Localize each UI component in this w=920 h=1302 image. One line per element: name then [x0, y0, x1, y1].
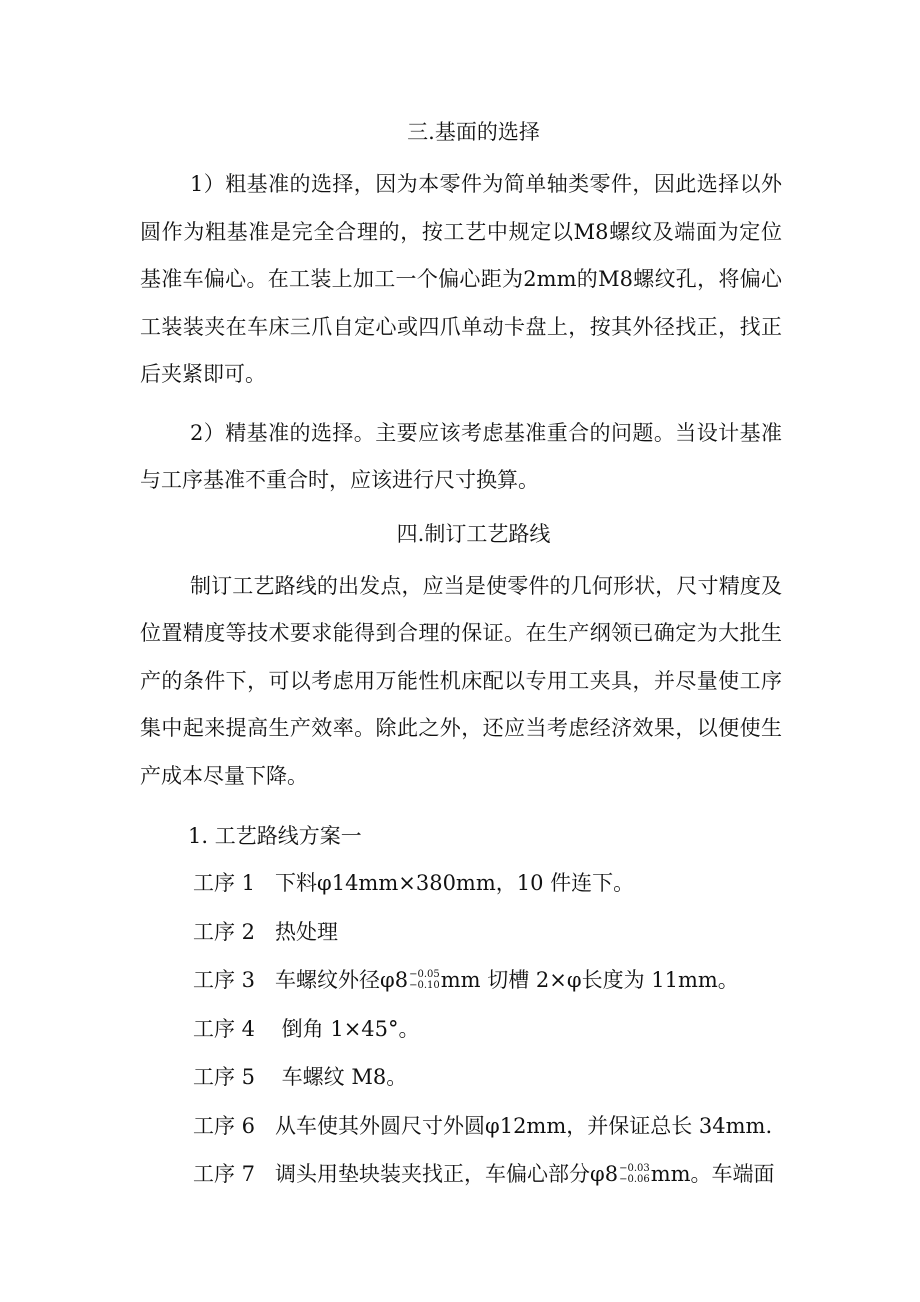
step-description — [275, 1156, 782, 1205]
step-text-before-tolerance: 调头用垫块装夹找正，车偏心部分φ8 — [275, 1162, 619, 1186]
section-4-title: 四.制订工艺路线 — [396, 521, 551, 546]
section-3-paragraph-2: 2）精基准的选择。主要应该考虑基准重合的问题。当设计基准与工序基准不重合时，应该进行尺寸换算。 — [140, 420, 782, 492]
tolerance-lower: −0.06 — [619, 1173, 650, 1185]
process-steps-list — [140, 865, 782, 1205]
process-step — [193, 1156, 782, 1205]
step-number: 工序 2 — [193, 919, 256, 944]
tolerance-upper: −0.05 — [409, 968, 440, 980]
document-content — [140, 114, 782, 1205]
process-step — [193, 914, 782, 963]
process-step — [193, 865, 782, 914]
section-3-title: 三.基面的选择 — [407, 120, 540, 144]
tolerance-stack — [409, 969, 440, 991]
step-description: 热处理 — [275, 919, 338, 944]
step-number: 工序 3 — [193, 968, 256, 992]
process-step — [193, 1059, 782, 1108]
step-description: 下料φ14mm×380mm，10 件连下。 — [275, 871, 635, 895]
process-step — [193, 1011, 782, 1060]
step-description: 倒角 1×45°。 — [275, 1016, 420, 1041]
step-number: 工序 1 — [193, 871, 256, 895]
step-number: 工序 4 — [193, 1016, 256, 1041]
step-description — [275, 962, 782, 1011]
step-number: 工序 7 — [193, 1162, 256, 1186]
process-step — [193, 1108, 782, 1157]
tolerance-lower: −0.10 — [409, 979, 440, 991]
plan-title: 1. 工艺路线方案一 — [188, 824, 362, 848]
tolerance-upper: −0.03 — [619, 1162, 650, 1174]
section-4-paragraph-1: 制订工艺路线的出发点，应当是使零件的几何形状，尺寸精度及位置精度等技术要求能得到合理的保证。在生产纲领已确定为大批生产的条件下，可以考虑用万能性机床配以专用工夹具，并尽量使工序集中起来提高生产效率。除此之外，还应当考虑经济效果，以便使生产成本尽量下降。 — [140, 573, 782, 788]
step-text-after-tolerance: mm。车端面 — [650, 1162, 775, 1186]
section-3-paragraph-1: 1）粗基准的选择，因为本零件为简单轴类零件，因此选择以外圆作为粗基准是完全合理的，按工艺中规定以M8螺纹及端面为定位基准车偏心。在工装上加工一个偏心距为2mm的M8螺纹孔，将偏心工装装夹在车床三爪自定心或四爪单动卡盘上，按其外径找正，找正后夹紧即可。 — [140, 172, 782, 386]
step-text-before-tolerance: 车螺纹外径φ8 — [275, 968, 409, 992]
step-text-after-tolerance: mm 切槽 2×φ长度为 11mm。 — [440, 968, 739, 992]
step-description: 从车使其外圆尺寸外圆φ12mm，并保证总长 34mm. — [275, 1113, 773, 1138]
step-number: 工序 5 — [193, 1065, 256, 1089]
process-step — [193, 962, 782, 1011]
step-description: 车螺纹 M8。 — [275, 1065, 408, 1089]
step-number: 工序 6 — [193, 1113, 256, 1138]
tolerance-stack — [619, 1163, 650, 1185]
